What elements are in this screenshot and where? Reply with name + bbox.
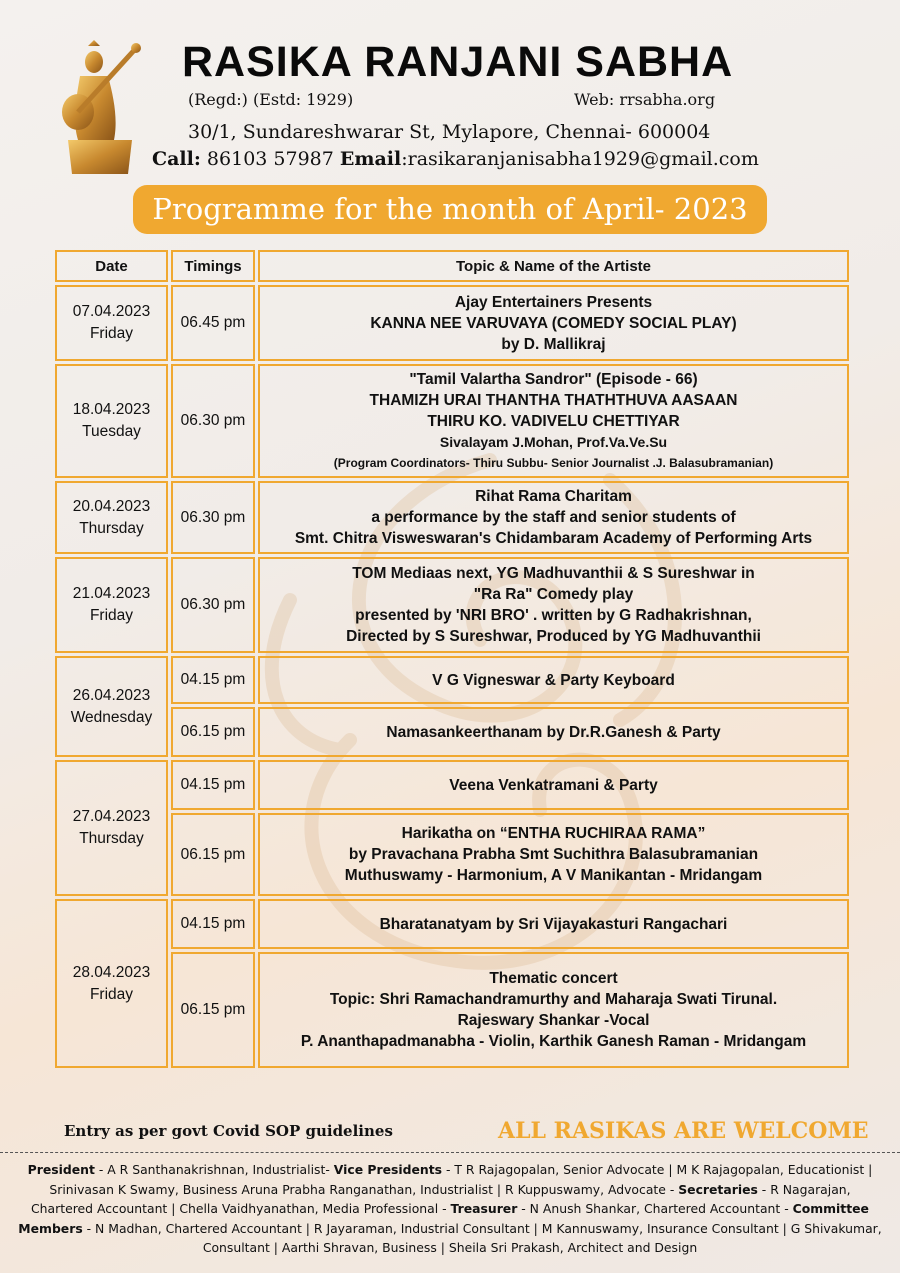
table-row — [55, 481, 849, 554]
date-text: 18.04.2023 — [72, 401, 151, 418]
date-cell — [55, 481, 168, 554]
day-text: Thursday — [79, 830, 144, 847]
topic-cell — [258, 285, 849, 361]
time-cell: 06.30 pm — [171, 481, 255, 554]
topic-line: Sivalayam J.Mohan, Prof.Va.Ve.Su — [439, 433, 668, 450]
contact-line — [152, 148, 759, 170]
topic-cell — [258, 952, 849, 1068]
footer-divider — [0, 1152, 900, 1153]
schedule-table — [52, 247, 852, 1071]
topic-line: Namasankeerthanam by Dr.R.Ganesh & Party — [386, 723, 721, 741]
website[interactable]: Web: rrsabha.org — [574, 90, 716, 109]
topic-line: Thematic concert — [489, 970, 618, 987]
time-cell: 06.30 pm — [171, 364, 255, 478]
committee-text: - N Madhan, Chartered Accountant | R Jayaraman, Industrial Consultant | M Kannuswamy, Insurance Consultant | G Shivakumar, Consultant | Aarthi Shravan, Business | Sheila Sri Prakash, Architect and Design — [82, 1220, 882, 1255]
table-row — [55, 557, 849, 653]
date-text: 27.04.2023 — [72, 808, 151, 825]
topic-line: Smt. Chitra Visweswaran's Chidambaram Academy of Performing Arts — [294, 530, 813, 547]
header-date: Date — [55, 250, 168, 282]
programme-banner: Programme for the month of April- 2023 — [133, 185, 767, 234]
topic-line: Rajeswary Shankar -Vocal — [457, 1012, 650, 1029]
date-text: 21.04.2023 — [72, 585, 151, 602]
topic-line: "Tamil Valartha Sandror" (Episode - 66) — [409, 370, 698, 388]
time-cell: 04.15 pm — [171, 760, 255, 810]
topic-line: Veena Venkatramani & Party — [449, 776, 658, 794]
table-row — [55, 899, 849, 949]
time-cell: 06.30 pm — [171, 557, 255, 653]
call-label: Call: — [152, 148, 201, 170]
time-cell: 04.15 pm — [171, 656, 255, 704]
sabha-title: RASIKA RANJANI SABHA — [182, 38, 734, 86]
topic-line: TOM Mediaas next, YG Madhuvanthii & S Sureshwar in — [352, 565, 755, 582]
topic-line: P. Ananthapadmanabha - Violin, Karthik Ganesh Raman - Mridangam — [300, 1033, 807, 1050]
topic-line: KANNA NEE VARUVAYA (COMEDY SOCIAL PLAY) — [370, 314, 737, 332]
topic-line: Topic: Shri Ramachandramurthy and Maharaja Swati Tirunal. — [329, 991, 778, 1008]
vp-text: - T R Rajagopalan, Senior Advocate | M K Rajagopalan, Educationist | Srinivasan K Swamy, Business Aruna Prabha Ranganathan, Industrialist | R Kuppuswamy, Advocate - — [49, 1162, 873, 1197]
committee-footer — [18, 1160, 882, 1258]
topic-line: by Pravachana Prabha Smt Suchithra Balasubramanian — [348, 846, 759, 863]
phone-number[interactable]: 86103 57987 — [200, 148, 340, 170]
table-row — [55, 285, 849, 361]
treasurer-label: Treasurer — [450, 1201, 518, 1216]
topic-line: V G Vigneswar & Party Keyboard — [432, 671, 675, 689]
topic-line: a performance by the staff and senior students of — [371, 509, 736, 526]
topic-line: Harikatha on “ENTHA RUCHIRAA RAMA” — [401, 825, 706, 842]
topic-cell — [258, 707, 849, 757]
topic-note: (Program Coordinators- Thiru Subbu- Senior Journalist .J. Balasubramanian) — [333, 455, 774, 470]
time-cell: 06.15 pm — [171, 707, 255, 757]
time-cell: 06.15 pm — [171, 952, 255, 1068]
committee-label: Committee Members — [18, 1201, 869, 1236]
registration-info: (Regd:) (Estd: 1929) — [188, 90, 354, 109]
date-cell — [55, 364, 168, 478]
date-cell — [55, 656, 168, 757]
table-row — [55, 813, 849, 896]
day-text: Tuesday — [82, 423, 141, 440]
date-cell — [55, 760, 168, 896]
email-label: Email — [339, 148, 402, 170]
topic-line: presented by 'NRI BRO' . written by G Radhakrishnan, — [355, 607, 752, 624]
topic-line: Ajay Entertainers Presents — [454, 293, 653, 311]
time-cell: 06.15 pm — [171, 813, 255, 896]
topic-line: Directed by S Sureshwar, Produced by YG Madhuvanthii — [346, 628, 761, 645]
topic-cell — [258, 481, 849, 554]
topic-line: THAMIZH URAI THANTHA THATHTHUVA AASAAN — [369, 391, 738, 409]
president-text: - A R Santhanakrishnan, Industrialist- — [94, 1162, 334, 1177]
header-timings: Timings — [171, 250, 255, 282]
topic-cell — [258, 557, 849, 653]
topic-line: Muthuswamy - Harmonium, A V Manikantan - Mridangam — [344, 867, 763, 884]
topic-cell — [258, 899, 849, 949]
date-text: 20.04.2023 — [72, 497, 151, 515]
topic-line: THIRU KO. VADIVELU CHETTIYAR — [427, 412, 680, 430]
secretaries-text: - R Nagarajan, Chartered Accountant | Chella Vaidhyanathan, Media Professional - — [31, 1181, 851, 1216]
time-cell: 06.45 pm — [171, 285, 255, 361]
saraswati-statue-icon — [58, 40, 142, 174]
table-row — [55, 760, 849, 810]
topic-cell — [258, 364, 849, 478]
address: 30/1, Sundareshwarar St, Mylapore, Chennai- 600004 — [188, 121, 711, 143]
day-text: Friday — [89, 607, 134, 624]
topic-cell — [258, 656, 849, 704]
day-text: Thursday — [79, 519, 144, 537]
date-cell — [55, 557, 168, 653]
table-header-row — [55, 250, 849, 282]
vp-label: Vice Presidents — [333, 1162, 443, 1177]
treasurer-text: - N Anush Shankar, Chartered Accountant - — [517, 1201, 793, 1216]
date-text: 28.04.2023 — [72, 963, 151, 981]
table-row — [55, 364, 849, 478]
table-row — [55, 707, 849, 757]
date-cell — [55, 285, 168, 361]
table-row — [55, 656, 849, 704]
topic-cell — [258, 760, 849, 810]
secretaries-label: Secretaries — [678, 1181, 758, 1197]
header-topic: Topic & Name of the Artiste — [258, 250, 849, 282]
day-text: Friday — [89, 325, 134, 342]
topic-line: "Ra Ra" Comedy play — [473, 586, 634, 603]
date-cell — [55, 899, 168, 1068]
topic-line: Rihat Rama Charitam — [475, 488, 632, 505]
entry-note: Entry as per govt Covid SOP guidelines — [64, 1122, 393, 1140]
welcome-text: ALL RASIKAS ARE WELCOME — [498, 1118, 869, 1144]
time-cell: 04.15 pm — [171, 899, 255, 949]
email-address[interactable]: :rasikaranjanisabha1929@gmail.com — [401, 148, 759, 170]
date-text: 07.04.2023 — [72, 303, 151, 320]
topic-cell — [258, 813, 849, 896]
day-text: Wednesday — [70, 708, 153, 726]
date-text: 26.04.2023 — [72, 686, 151, 704]
president-label: President — [27, 1162, 95, 1177]
topic-line: Bharatanatyam by Sri Vijayakasturi Rangachari — [379, 915, 728, 933]
topic-line: by D. Mallikraj — [501, 335, 606, 353]
day-text: Friday — [89, 985, 134, 1003]
table-row — [55, 952, 849, 1068]
